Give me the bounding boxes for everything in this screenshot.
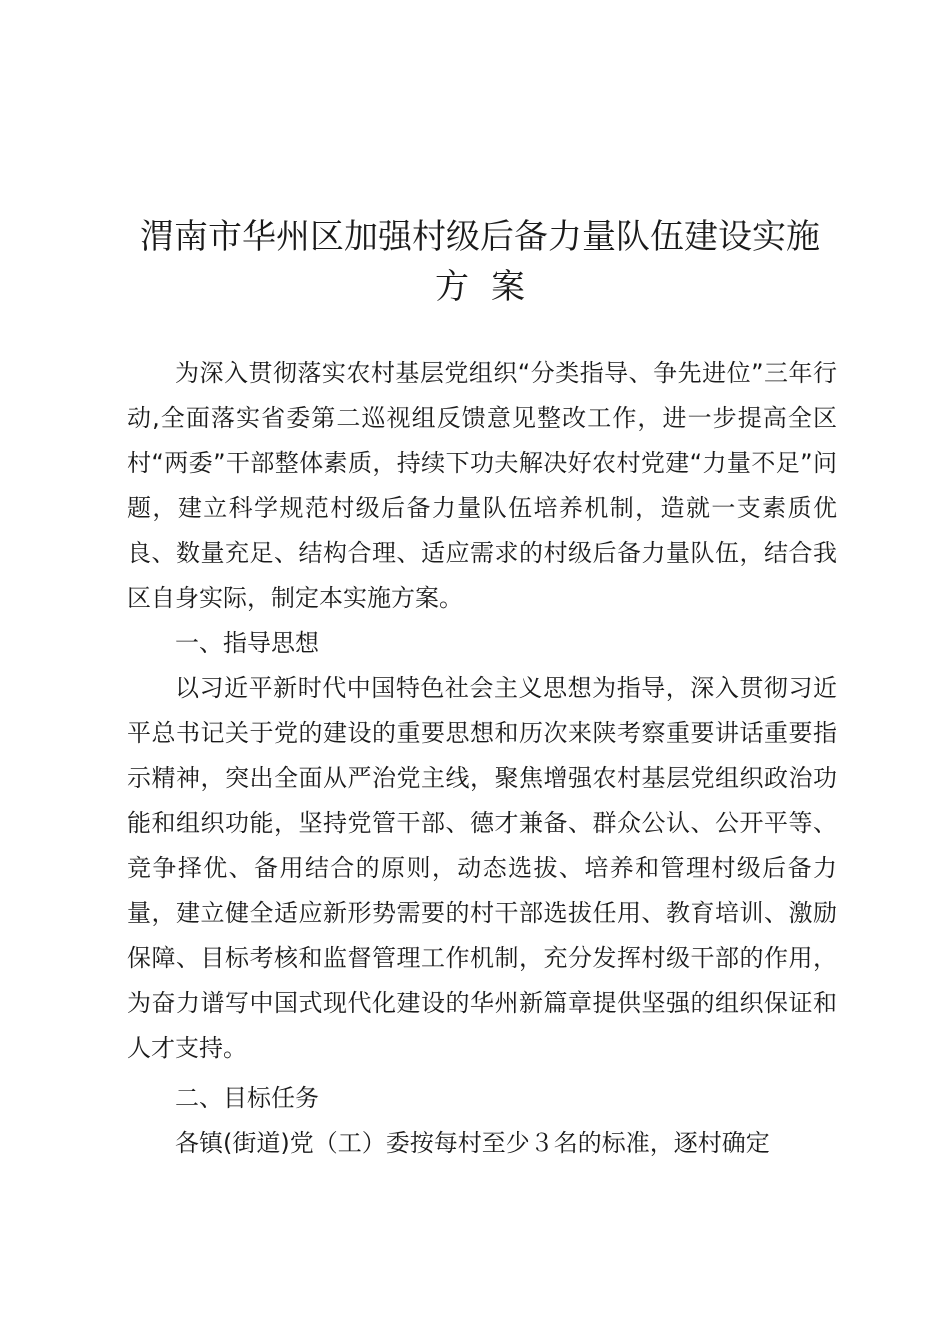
guiding-thought-paragraph: 以习近平新时代中国特色社会主义思想为指导，深入贯彻习近平总书记关于党的建设的重要思想和历次来陕考察重要讲话重要指示精神，突出全面从严治党主线，聚焦增强农村基层党组织政治功能和组织功能，坚持党管干部、德才兼备、群众公认、公开平等、竞争择优、备用结合的原则，动态选拔、培养和管理村级后备力量，建立健全适应新形势需要的村干部选拔任用、教育培训、激励保障、目标考核和监督管理工作机制，充分发挥村级干部的作用，为奋力谱写中国式现代化建设的华州新篇章提供坚强的组织保证和人才支持。 [127, 674, 837, 1062]
document-title-line-2: 方案 [435, 267, 547, 307]
section-heading-goals-tasks: 二、目标任务 [175, 1084, 319, 1112]
document-body [127, 351, 837, 1166]
intro-paragraph: 为深入贯彻落实农村基层党组织“分类指导、争先进位”三年行动,全面落实省委第二巡视组反馈意见整改工作，进一步提高全区村“两委”干部整体素质，持续下功夫解决好农村党建“力量不足”问题，建立科学规范村级后备力量队伍培养机制，造就一支素质优良、数量充足、结构合理、适应需求的村级后备力量队伍，结合我区自身实际，制定本实施方案。 [127, 359, 837, 612]
goals-tasks-paragraph: 各镇(街道)党（工）委按每村至少３名的标准，逐村确定 [175, 1129, 770, 1157]
section-heading-guiding-thought: 一、指导思想 [175, 629, 319, 657]
document-title-line-1: 渭南市华州区加强村级后备力量队伍建设实施 [140, 217, 820, 257]
document-title [110, 212, 850, 312]
